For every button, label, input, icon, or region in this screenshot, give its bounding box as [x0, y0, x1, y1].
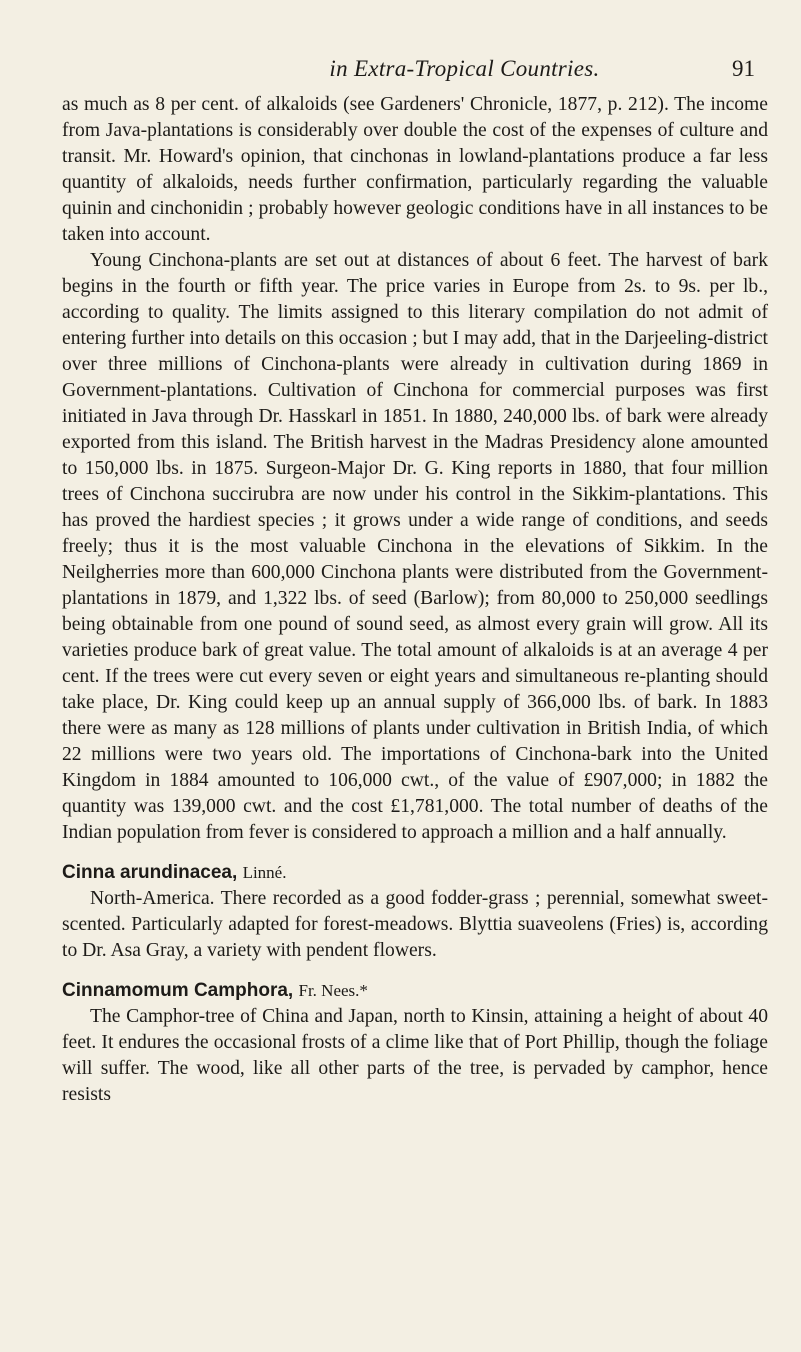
entry-cinna: [62, 860, 768, 964]
species-name: Cinnamomum Camphora,: [62, 980, 294, 1001]
page-number: 91: [732, 56, 755, 81]
running-head: [68, 56, 771, 86]
species-authority: Linné.: [242, 863, 287, 882]
entry-description: North-America. There recorded as a good fodder-grass ; perennial, somewhat sweet-scented. Particularly adapted for forest-meadows. Blyttia suaveolens (Fries) is, according to Dr. Asa Gray, a variety with pendent flowers.: [62, 888, 768, 961]
species-authority: Fr. Nees.*: [298, 981, 368, 1000]
species-name: Cinna arundinacea,: [62, 862, 238, 883]
entry-cinnamomum: [62, 978, 768, 1108]
paragraph-continued: as much as 8 per cent. of alkaloids (see Gardeners' Chronicle, 1877, p. 212). The income from Java-plantations is considerably over double the cost of the expenses of culture and transit. Mr. Howard's opinion, that cinchonas in lowland-plantations produce a far less quantity of alkaloids, needs further confirmation, particularly regarding the valuable quinin and cinchonidin ; probably however geologic conditions have in all instances to be taken into account.: [62, 94, 768, 245]
entry-description: The Camphor-tree of China and Japan, north to Kinsin, attaining a height of about 40 feet. It endures the occasional frosts of a clime like that of Port Phillip, though the foliage will suffer. The wood, like all other parts of the tree, is pervaded by camphor, hence resists: [62, 1006, 768, 1105]
paragraph-young-cinchona: Young Cinchona-plants are set out at distances of about 6 feet. The harvest of bark begins in the fourth or fifth year. The price varies in Europe from 2s. to 9s. per lb., according to quality. The limits assigned to this literary compilation do not admit of entering further into details on this occasion ; but I may add, that in the Darjeeling-district over three millions of Cinchona-plants were already in cultivation during 1869 in Government-plantations. Cultivation of Cinchona for commercial purposes was first initiated in Java through Dr. Hasskarl in 1851. In 1880, 240,000 lbs. of bark were already exported from this island. The British harvest in the Madras Presidency alone amounted to 150,000 lbs. in 1875. Surgeon-Major Dr. G. King reports in 1880, that four million trees of Cinchona succirubra are now under his control in the Sikkim-plantations. This has proved the hardiest species ; it grows under a wide range of conditions, and seeds freely; thus it is the most valuable Cinchona in the elevations of Sikkim. In the Neilgherries more than 600,000 Cinchona plants were distributed from the Government-plantations in 1879, and 1,322 lbs. of seed (Barlow); from 80,000 to 250,000 seedlings being obtainable from one pound of sound seed, as almost every grain will grow. All its varieties produce bark of great value. The total amount of alkaloids is at an average 4 per cent. If the trees were cut every seven or eight years and simultaneous re-planting should take place, Dr. King could keep up an annual supply of 366,000 lbs. of bark. In 1883 there were as many as 128 millions of plants under cultivation in British India, of which 22 millions were two years old. The importations of Cinchona-bark into the United Kingdom in 1884 amounted to 106,000 cwt., of the value of £907,000; in 1882 the quantity was 139,000 cwt. and the cost £1,781,000. The total number of deaths of the Indian population from fever is considered to approach a million and a half annually.: [62, 250, 768, 843]
entry-heading: [62, 860, 768, 886]
body-text: [62, 92, 768, 1108]
running-title: in Extra-Tropical Countries.: [329, 56, 600, 81]
entry-heading: [62, 978, 768, 1004]
